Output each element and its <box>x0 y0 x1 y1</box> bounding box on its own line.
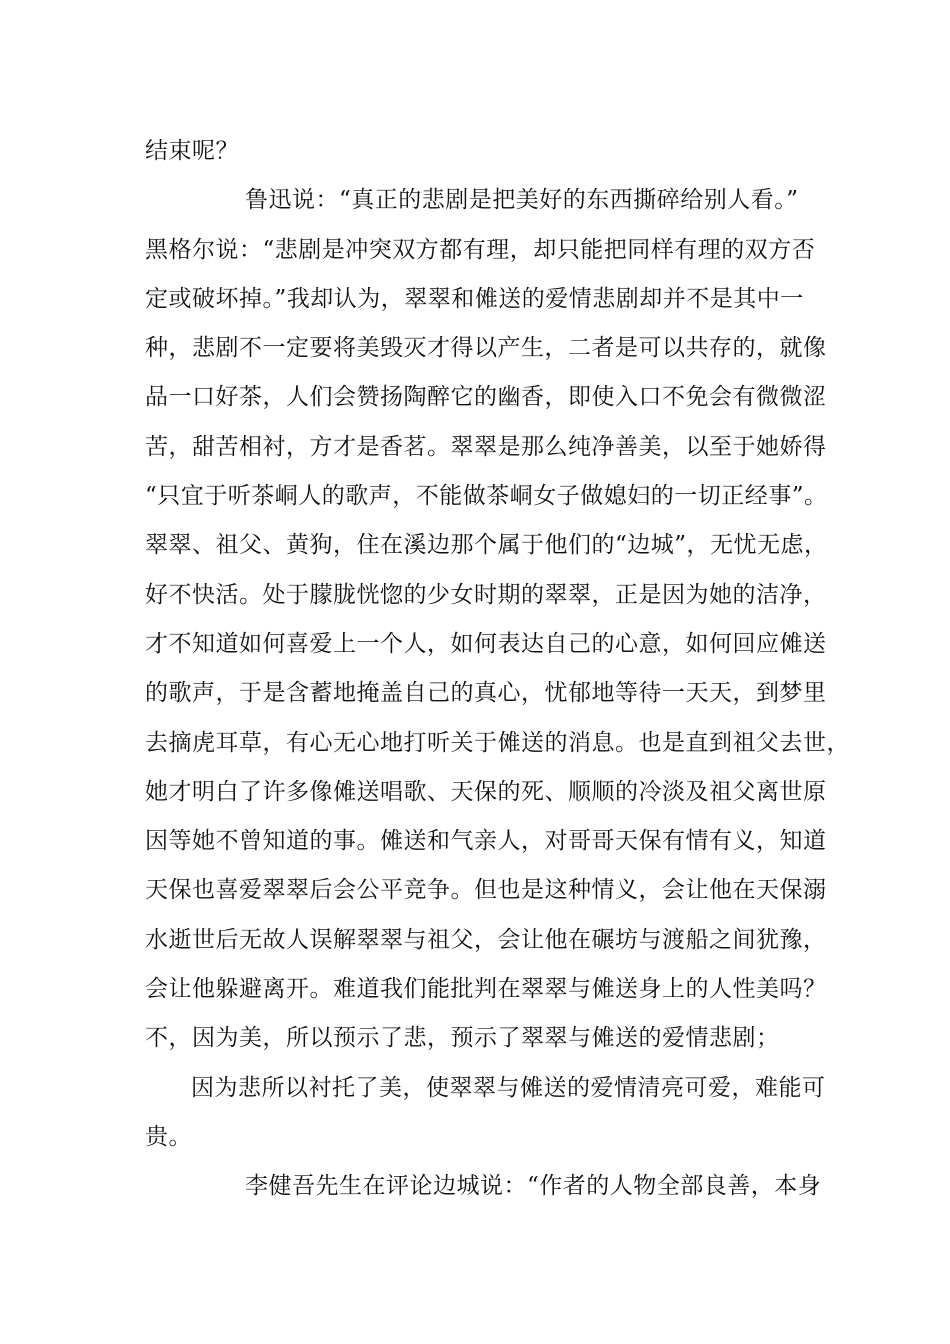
text-line: 李健吾先生在评论边城说：“作者的人物全部良善，本身 <box>245 1173 822 1200</box>
text-line: 贵。 <box>145 1123 192 1150</box>
text-line: 因等她不曾知道的事。傩送和气亲人，对哥哥天保有情有义，知道 <box>145 828 827 855</box>
text-line: 黑格尔说：“悲剧是冲突双方都有理，却只能把同样有理的双方否 <box>145 236 816 263</box>
text-line: 苦，甜苦相衬，方才是香茗。翠翠是那么纯净善美，以至于她娇得 <box>145 433 827 460</box>
text-line: 去摘虎耳草，有心无心地打听关于傩送的消息。也是直到祖父去世， <box>145 729 850 756</box>
text-line: 的歌声，于是含蓄地掩盖自己的真心，忧郁地等待一天天，到梦里 <box>145 680 827 707</box>
text-line: 才不知道如何喜爱上一个人，如何表达自己的心意，如何回应傩送 <box>145 630 827 657</box>
text-line: 定或破坏掉。”我却认为，翠翠和傩送的爱情悲剧却并不是其中一 <box>145 285 804 312</box>
text-line: 好不快活。处于朦胧恍惚的少女时期的翠翠，正是因为她的洁净， <box>145 581 827 608</box>
text-line: 因为悲所以衬托了美，使翠翠与傩送的爱情清亮可爱，难能可 <box>191 1074 826 1101</box>
text-line: 种，悲剧不一定要将美毁灭才得以产生，二者是可以共存的，就像 <box>145 335 827 362</box>
text-line: 结束呢？ <box>145 138 239 164</box>
text-line: 品一口好茶，人们会赞扬陶醉它的幽香，即使入口不免会有微微涩 <box>145 384 827 411</box>
text-line: 会让他躲避离开。难道我们能批判在翠翠与傩送身上的人性美吗？ <box>145 976 827 1003</box>
body-text <box>145 127 850 1212</box>
text-line: “只宜于听茶峒人的歌声，不能做茶峒女子做媳妇的一切正经事”。 <box>145 483 828 510</box>
text-line: 她才明白了许多像傩送唱歌、天保的死、顺顺的冷淡及祖父离世原 <box>145 778 827 805</box>
text-line: 鲁迅说：“真正的悲剧是把美好的东西撕碎给别人看。” <box>245 187 799 214</box>
text-line: 天保也喜爱翠翠后会公平竞争。但也是这种情义，会让他在天保溺 <box>145 877 827 904</box>
text-line: 翠翠、祖父、黄狗，住在溪边那个属于他们的“边城”，无忧无虑， <box>145 532 828 559</box>
text-line: 不，因为美，所以预示了悲，预示了翠翠与傩送的爱情悲剧； <box>145 1025 780 1052</box>
text-line: 水逝世后无故人误解翠翠与祖父，会让他在碾坊与渡船之间犹豫， <box>145 926 827 953</box>
